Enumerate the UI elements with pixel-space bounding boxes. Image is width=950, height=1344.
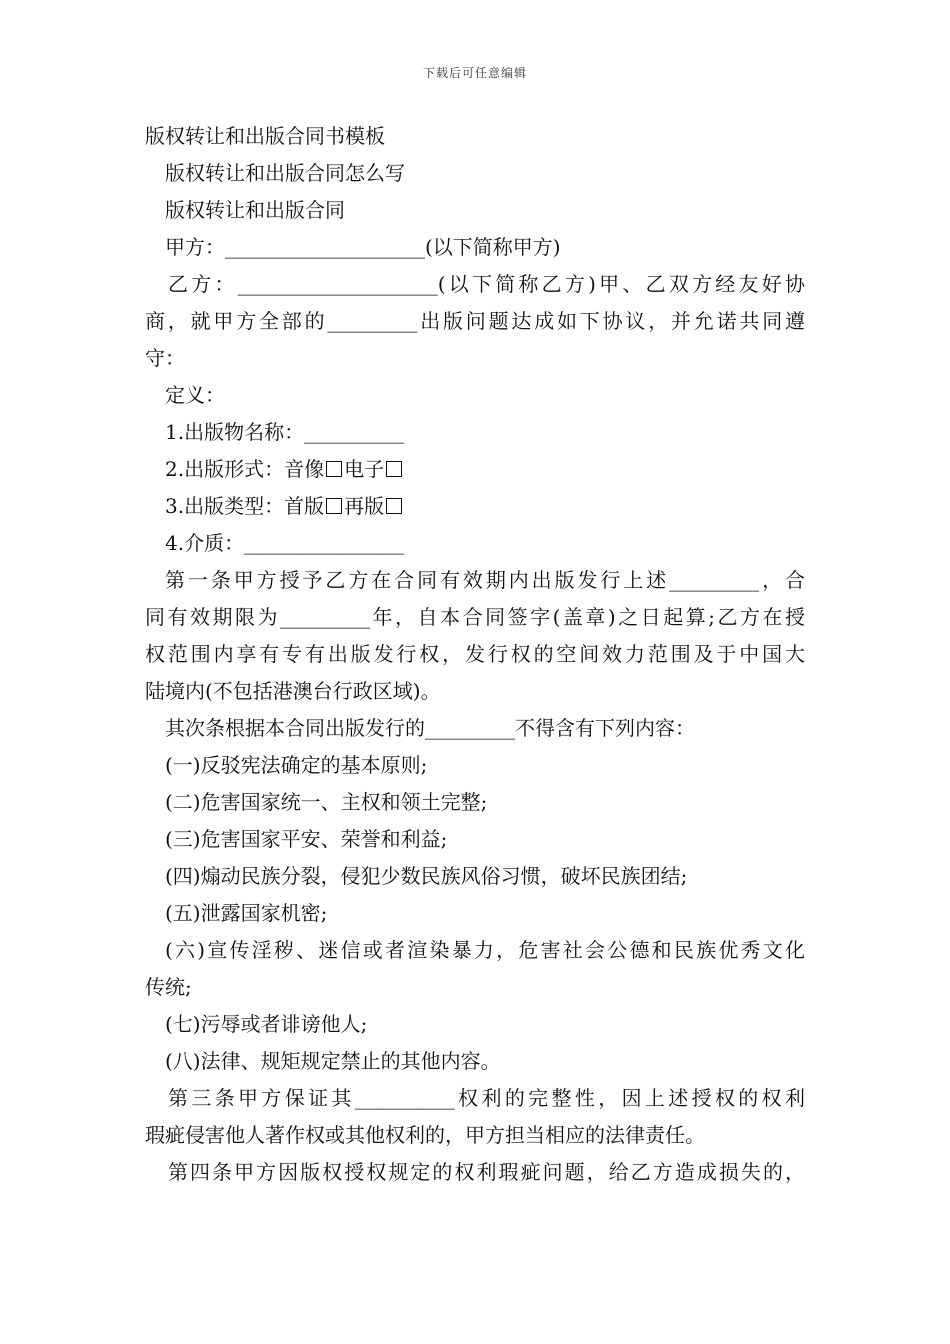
- article-3-line-1: 第三条甲方保证其__________权利的完整性，因上述授权的权利: [168, 1086, 805, 1110]
- contract-heading: 版权转让和出版合同: [165, 198, 345, 222]
- doc-subtitle: 版权转让和出版合同怎么写: [165, 161, 405, 185]
- list-item-continuation: 传统;: [145, 975, 192, 999]
- document-body: [145, 118, 805, 1191]
- article-3-line-2: 瑕疵侵害他人著作权或其他权利的，甲方担当相应的法律责任。: [145, 1123, 705, 1147]
- definition-item-2: [145, 451, 805, 488]
- party-b-line-2: 商，就甲方全部的_________出版问题达成如下协议，并允诺共同遵: [145, 309, 805, 333]
- article-1-line-1: 第一条甲方授予乙方在合同有效期内出版发行上述_________，合: [165, 568, 805, 592]
- definition-item-1: 1.出版物名称：__________: [165, 420, 405, 444]
- list-item: (三)危害国家平安、荣誉和利益;: [165, 827, 448, 851]
- definition-heading: 定义：: [165, 383, 225, 407]
- list-item: (一)反驳宪法确定的基本原则;: [165, 753, 428, 777]
- definition-item-4: 4.介质：________________: [165, 531, 405, 555]
- page-header-note: 下载后可任意编辑: [422, 66, 527, 80]
- list-item: (八)法律、规矩规定禁止的其他内容。: [165, 1049, 501, 1073]
- list-item: (四)煽动民族分裂，侵犯少数民族风俗习惯，破坏民族团结;: [165, 864, 688, 888]
- article-1-line-2: 同有效期限为_________年，自本合同签字(盖章)之日起算;乙方在授: [145, 605, 805, 629]
- article-1-line-4: 陆境内(不包括港澳台行政区域)。: [145, 679, 441, 703]
- definition-item-3: [145, 488, 805, 525]
- article-4-line-1: 第四条甲方因版权授权规定的权利瑕疵问题，给乙方造成损失的，: [168, 1160, 805, 1184]
- article-2: 其次条根据本合同出版发行的_________不得含有下列内容：: [165, 716, 695, 740]
- checkbox-icon: [386, 461, 402, 477]
- party-b-line: 乙方：____________________(以下简称乙方)甲、乙双方经友好协: [168, 272, 805, 296]
- definition-item-3-label: 3.出版类型：首版: [165, 494, 325, 518]
- party-a-line: 甲方：____________________(以下简称甲方): [165, 235, 561, 259]
- definition-item-2-label: 2.出版形式：音像: [165, 457, 325, 481]
- list-item: (五)泄露国家机密;: [165, 901, 328, 925]
- definition-item-3-option: 再版: [344, 494, 385, 518]
- article-1-line-3: 权范围内享有专有出版发行权，发行权的空间效力范围及于中国大: [145, 642, 805, 666]
- party-b-line-3: 守：: [145, 346, 185, 370]
- doc-title: 版权转让和出版合同书模板: [145, 124, 385, 148]
- checkbox-icon: [386, 498, 402, 514]
- checkbox-icon: [326, 498, 342, 514]
- definition-item-2-option: 电子: [344, 457, 385, 481]
- list-item: (六)宣传淫秽、迷信或者渲染暴力，危害社会公德和民族优秀文化: [165, 938, 805, 962]
- list-item: (二)危害国家统一、主权和领土完整;: [165, 790, 488, 814]
- checkbox-icon: [326, 461, 342, 477]
- list-item: (七)污辱或者诽谤他人;: [165, 1012, 368, 1036]
